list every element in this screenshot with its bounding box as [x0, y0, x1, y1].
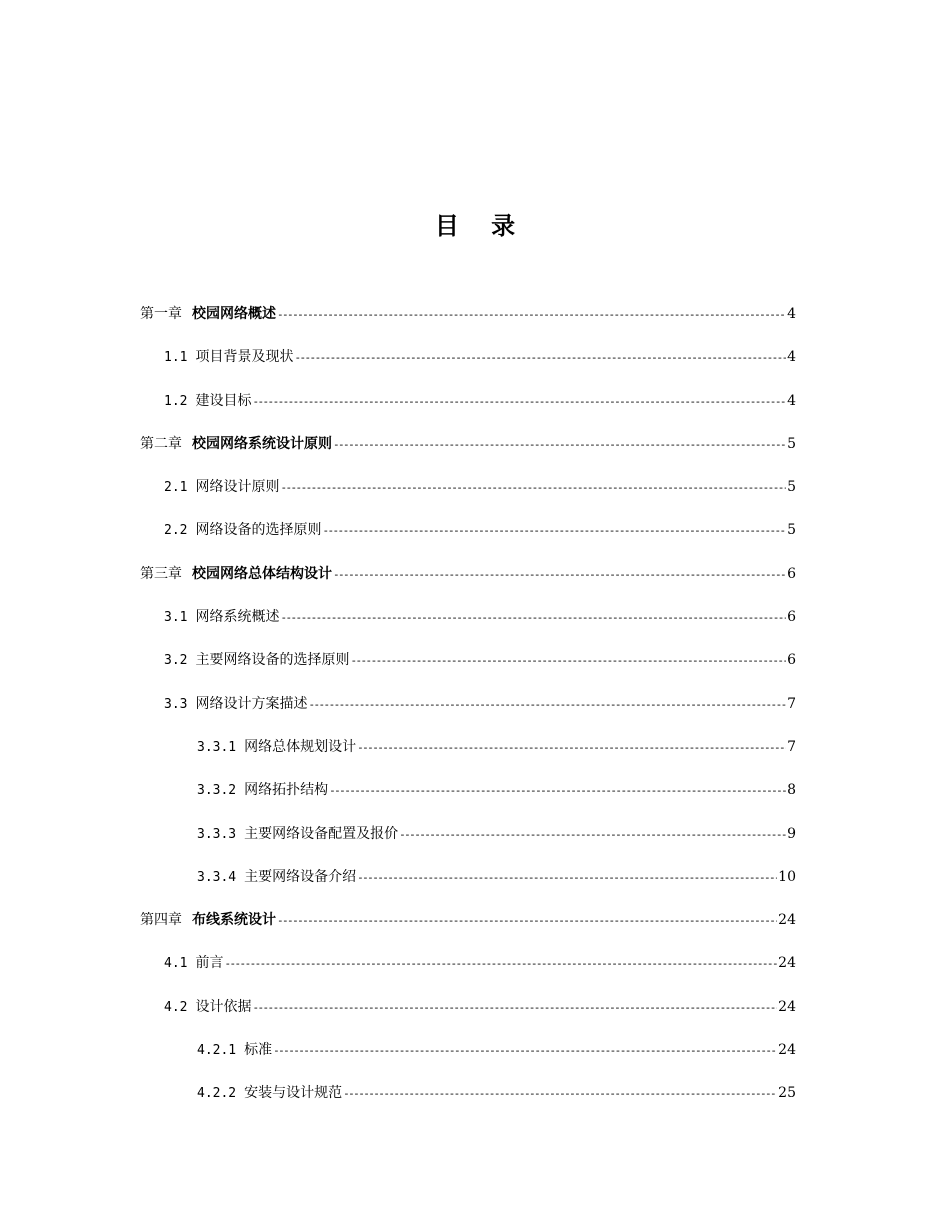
toc-entry-page: 4 [787, 349, 796, 366]
toc-entry-title: 网络拓扑结构 [244, 782, 329, 799]
toc-entry-title: 项目背景及现状 [195, 349, 294, 366]
toc-entry-number: 1.2 [164, 393, 188, 409]
dot-leader [357, 737, 786, 759]
dot-leader [308, 694, 786, 716]
dot-leader [280, 477, 786, 499]
toc-entry-3-2[interactable] [140, 649, 796, 692]
toc-entry-1-1[interactable] [140, 346, 796, 389]
toc-entry-title: 网络系统概述 [195, 609, 280, 626]
dot-leader [277, 910, 777, 932]
toc-entry-number: 3.1 [164, 610, 188, 626]
toc-entry-page: 4 [787, 392, 796, 409]
toc-entry-page: 6 [787, 565, 796, 582]
toc-entry-3-1[interactable] [140, 606, 796, 649]
toc-entry-title: 设计依据 [195, 998, 252, 1015]
toc-entry-title: 网络设计原则 [195, 479, 280, 496]
dot-leader [252, 997, 777, 1019]
toc-entry-page: 7 [787, 695, 796, 712]
page-title: 目 录 [434, 212, 528, 240]
dot-leader [399, 824, 786, 846]
dot-leader [333, 434, 786, 456]
toc-entry-title: 校园网络总体结构设计 [192, 565, 332, 582]
dot-leader [322, 520, 786, 542]
dot-leader [280, 607, 786, 629]
dot-leader [357, 867, 777, 889]
toc-entry-number: 3.3.4 [197, 869, 237, 885]
toc-entry-title: 布线系统设计 [192, 912, 276, 929]
toc-entry-number: 2.2 [164, 523, 188, 539]
toc-entry-number: 第一章 [140, 306, 182, 322]
dot-leader [343, 1083, 777, 1105]
toc-entry-page: 24 [778, 1042, 796, 1059]
toc-entry-3-3-1[interactable] [140, 736, 796, 779]
toc-entry-title: 主要网络设备的选择原则 [195, 652, 350, 669]
toc-entry-chapter-2[interactable] [140, 433, 796, 476]
toc-entry-page: 5 [787, 479, 796, 496]
toc-entry-page: 5 [787, 435, 796, 452]
toc-entry-number: 3.3.1 [197, 739, 237, 755]
dot-leader [350, 650, 786, 672]
toc-entry-number: 4.2.2 [197, 1086, 237, 1102]
toc-entry-page: 10 [778, 868, 796, 885]
toc-entry-title: 主要网络设备介绍 [244, 868, 357, 885]
toc-entry-chapter-4[interactable] [140, 909, 796, 952]
toc-entry-title: 网络设备的选择原则 [195, 522, 322, 539]
toc-entry-number: 3.3.3 [197, 826, 237, 842]
toc-entry-number: 第三章 [140, 565, 182, 582]
toc-entry-page: 25 [778, 1085, 796, 1102]
dot-leader [277, 304, 786, 326]
toc-entry-4-1[interactable] [140, 952, 796, 995]
toc-entry-page: 8 [787, 782, 796, 799]
dot-leader [273, 1040, 777, 1062]
toc-entry-page: 6 [787, 609, 796, 626]
table-of-contents [140, 303, 796, 1126]
toc-entry-3-3[interactable] [140, 693, 796, 736]
toc-entry-number: 4.2.1 [197, 1043, 237, 1059]
toc-entry-title: 主要网络设备配置及报价 [244, 825, 399, 842]
toc-entry-title: 网络设计方案描述 [195, 695, 308, 712]
toc-entry-page: 24 [778, 955, 796, 972]
toc-entry-title: 网络总体规划设计 [244, 738, 357, 755]
toc-entry-page: 6 [787, 652, 796, 669]
toc-entry-4-2[interactable] [140, 996, 796, 1039]
dot-leader [333, 564, 786, 586]
toc-entry-page: 5 [787, 522, 796, 539]
toc-entry-4-2-2[interactable] [140, 1082, 796, 1125]
toc-entry-number: 3.2 [164, 653, 188, 669]
toc-entry-chapter-3[interactable] [140, 563, 796, 606]
toc-entry-title: 前言 [195, 955, 224, 972]
toc-entry-number: 2.1 [164, 480, 188, 496]
dot-leader [329, 780, 786, 802]
toc-entry-4-2-1[interactable] [140, 1039, 796, 1082]
dot-leader [294, 347, 786, 369]
toc-entry-number: 3.3.2 [197, 783, 237, 799]
toc-entry-page: 24 [778, 998, 796, 1015]
toc-entry-title: 标准 [244, 1042, 273, 1059]
toc-entry-number: 3.3 [164, 696, 188, 712]
toc-entry-page: 24 [778, 912, 796, 929]
toc-entry-number: 4.1 [164, 956, 188, 972]
toc-entry-number: 第四章 [140, 912, 182, 929]
toc-entry-number: 4.2 [164, 999, 188, 1015]
toc-entry-page: 7 [787, 738, 796, 755]
toc-entry-3-3-3[interactable] [140, 823, 796, 866]
toc-entry-title: 建设目标 [195, 392, 252, 409]
toc-entry-title: 安装与设计规范 [244, 1085, 343, 1102]
dot-leader [224, 953, 777, 975]
dot-leader [252, 391, 786, 413]
toc-entry-number: 第二章 [140, 435, 182, 452]
toc-entry-title: 校园网络概述 [192, 306, 276, 322]
toc-entry-title: 校园网络系统设计原则 [192, 435, 332, 452]
toc-entry-page: 4 [787, 306, 796, 322]
toc-entry-2-2[interactable] [140, 519, 796, 562]
toc-entry-page: 9 [787, 825, 796, 842]
toc-entry-number: 1.1 [164, 350, 188, 366]
toc-entry-chapter-1[interactable] [140, 303, 796, 346]
toc-entry-1-2[interactable] [140, 390, 796, 433]
toc-entry-3-3-4[interactable] [140, 866, 796, 909]
toc-entry-2-1[interactable] [140, 476, 796, 519]
toc-entry-3-3-2[interactable] [140, 779, 796, 822]
